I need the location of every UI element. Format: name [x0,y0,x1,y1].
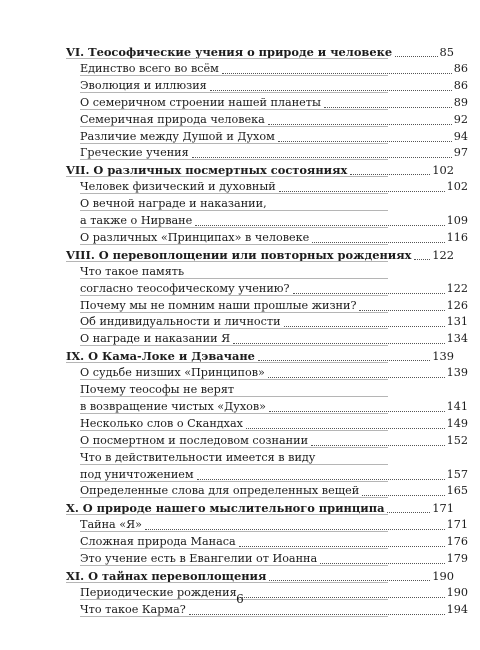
dot-leader [145,519,445,530]
toc-section-entry [0,362,468,380]
toc-chapter-entry [0,565,454,583]
toc-section-entry [0,328,468,346]
toc-entry-page: 126 [446,298,468,312]
toc-section-entry [0,447,468,465]
toc-entry-title: Что такое память [80,264,185,278]
entry-underline [80,616,388,617]
toc-entry-page: 116 [446,230,468,244]
dot-leader [293,283,445,294]
toc-entry-title: Это учение есть в Евангелии от Иоанна [80,552,318,565]
toc-section-entry [0,227,468,245]
toc-section-entry [0,430,468,448]
toc-section-entry [0,464,468,482]
dot-leader [269,401,445,412]
toc-entry-title: под уничтожением [80,467,194,481]
toc-entry-page: 139 [446,366,468,380]
toc-entry-page: 97 [453,146,468,160]
dot-leader [197,469,445,480]
toc-section-entry [0,311,468,329]
toc-entry-title: а также о Нирване [80,214,193,227]
dot-leader [195,215,444,226]
page-number: 6 [236,592,244,606]
toc-section-entry [0,548,468,566]
toc-entry-page: 134 [446,332,468,346]
toc-entry-title: О семеричном строении нашей планеты [80,95,321,109]
toc-entry-page: 109 [446,214,468,227]
dot-leader [233,333,444,344]
toc-entry-page: 102 [432,163,454,178]
toc-entry-title: согласно теософическому учению? [80,281,290,295]
toc-entry-page: 171 [446,518,468,532]
toc-entry-page: 122 [432,247,454,262]
toc-entry-page: 190 [446,585,468,599]
toc-entry-page: 152 [446,433,468,447]
toc-entry-title: Греческие учения [80,146,189,160]
toc-entry-page: 102 [446,180,468,194]
toc-section-entry [0,58,468,76]
toc-chapter-entry [0,497,454,515]
toc-section-entry [0,75,468,93]
toc-entry-page: 86 [453,61,468,75]
toc-entry-title: Эволюция и иллюзия [80,78,207,92]
toc-section-entry [0,109,468,127]
toc-chapter-entry [0,41,454,59]
toc-entry-title: Различие между Душой и Духом [80,129,275,143]
dot-leader [239,536,445,547]
toc-entry-title: Семеричная природа человека [80,112,265,126]
toc-section-entry [0,210,468,228]
dot-leader [284,316,445,327]
toc-entry-title: Что такое Карма? [80,602,186,616]
toc-entry-title: О посмертном и последовом сознании [80,433,309,447]
dot-leader [269,570,430,581]
toc-entry-title: Периодические рождения [80,585,237,599]
toc-entry-page: 85 [439,45,454,59]
toc-entry-page: 122 [446,281,468,295]
toc-entry-page: 171 [432,501,454,516]
toc-entry-page: 141 [446,399,468,413]
toc-entry-title: О награде и наказании Я [80,332,231,346]
toc-entry-page: 149 [446,416,468,430]
dot-leader [414,249,430,260]
toc-entry-title: О судьбе низших «Принципов» [80,366,265,380]
toc-entry-title: Что в действительности имеется в виду [80,450,316,464]
dot-leader [359,300,444,311]
toc-entry-title: VIII. О перевоплощении или повторных рождениях [66,247,412,262]
toc-entry-page: 165 [446,484,468,498]
toc-entry-title: Единство всего во всём [80,61,219,75]
toc-section-entry [0,261,468,279]
toc-section-entry [0,531,468,549]
toc-entry-title: О вечной награде и наказании, [80,197,267,211]
toc-entry-title: Человек физический и духовный [80,180,276,194]
toc-section-entry [0,193,468,211]
dot-leader [387,502,430,513]
toc-entry-title: Несколько слов о Скандхах [80,416,243,430]
toc-entry-title: IX. О Кама-Локе и Дэвачане [66,349,255,364]
dot-leader [350,164,430,175]
toc-entry-title: VII. О различных посмертных состояниях [66,163,348,178]
dot-leader [320,553,444,564]
toc-section-entry [0,413,468,431]
toc-entry-page: 139 [432,349,454,364]
dot-leader [279,181,445,192]
toc-entry-page: 86 [453,78,468,92]
dot-leader [312,232,444,243]
toc-entry-page: 176 [446,535,468,549]
dot-leader [278,131,452,142]
toc-entry-page: 92 [453,112,468,126]
toc-chapter-entry [0,345,454,363]
dot-leader [258,350,430,361]
toc-entry-page: 94 [453,129,468,143]
toc-section-entry [0,514,468,532]
toc-section-entry [0,379,468,397]
toc-section-entry [0,396,468,414]
toc-section-entry [0,278,468,296]
dot-leader [192,147,452,158]
dot-leader [324,97,452,108]
toc-entry-page: 179 [446,552,468,565]
toc-entry-title: Сложная природа Манаса [80,535,236,549]
toc-entry-page: 194 [446,602,468,616]
toc-entry-title: Почему теософы не верят [80,383,235,396]
dot-leader [210,80,452,91]
toc-entry-title: Тайна «Я» [80,518,142,532]
toc-entry-title: Почему мы не помним наши прошлые жизни? [80,298,357,312]
toc-section-entry [0,295,468,313]
toc-entry-title: X. О природе нашего мыслительного принципа [66,501,385,516]
toc-entry-page: 131 [446,315,468,329]
dot-leader [222,63,452,74]
toc-section-entry [0,92,468,110]
toc-entry-title: Определенные слова для определенных вещей [80,484,360,498]
toc-chapter-entry [0,244,454,262]
toc-entry-title: VI. Теософические учения о природе и человеке [66,45,393,59]
toc-entry-page: 89 [453,95,468,109]
toc-entry-page: 157 [446,467,468,481]
dot-leader [268,367,445,378]
dot-leader [395,46,437,57]
toc-entry-title: О различных «Принципах» в человеке [80,230,310,244]
dot-leader [268,114,452,125]
dot-leader [246,418,445,429]
toc-chapter-entry [0,159,454,177]
toc-section-entry [0,126,468,144]
toc-section-entry [0,142,468,160]
toc-entry-title: XI. О тайнах перевоплощения [66,568,267,583]
toc-section-entry [0,480,468,498]
toc-entry-page: 190 [432,568,454,583]
dot-leader [311,435,445,446]
toc-section-entry [0,176,468,194]
toc-entry-title: Об индивидуальности и личности [80,315,281,329]
dot-leader [362,485,444,496]
toc-entry-title: в возвращение чистых «Духов» [80,399,267,413]
